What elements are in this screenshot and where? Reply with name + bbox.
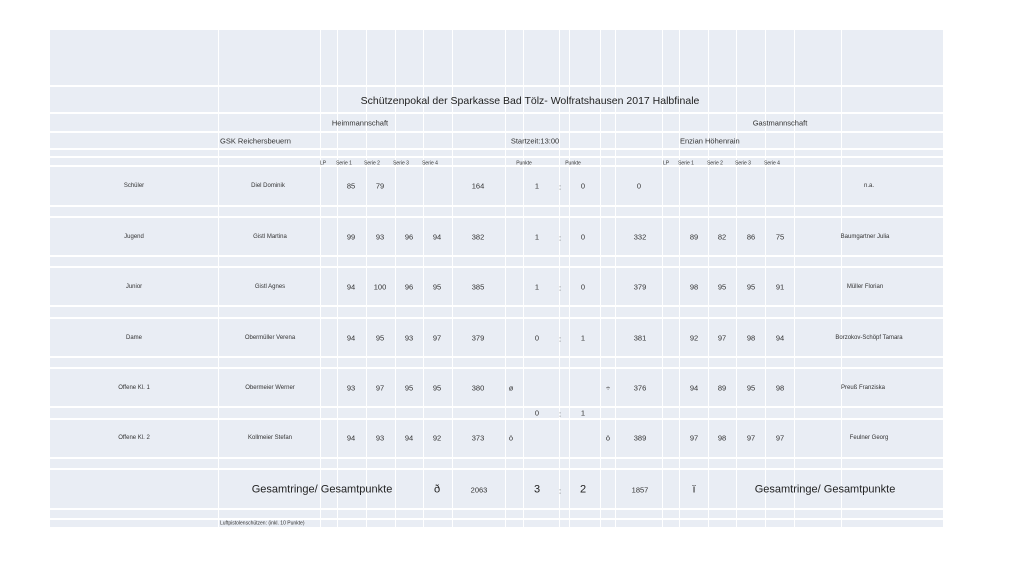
start-time: Startzeit:13:00 bbox=[510, 136, 560, 146]
points-colon: : bbox=[558, 486, 562, 496]
home-col-serie-2: Serie 2 bbox=[364, 160, 380, 167]
home-total: 380 bbox=[471, 383, 485, 393]
home-shooter: Kollmeier Stefan bbox=[247, 435, 293, 441]
guest-team-label: Gastmannschaft bbox=[752, 118, 808, 128]
guest-serie-1: 98 bbox=[689, 282, 699, 292]
home-total: 385 bbox=[471, 282, 485, 292]
symbol-glyph: ð bbox=[433, 483, 441, 496]
home-serie-4: 92 bbox=[432, 433, 442, 443]
home-serie-1: 99 bbox=[346, 232, 356, 242]
guest-shooter: n.a. bbox=[863, 183, 875, 189]
home-serie-3: 96 bbox=[404, 282, 414, 292]
points-left: 1 bbox=[534, 232, 540, 242]
symbol-glyph: ÷ bbox=[605, 383, 611, 393]
home-serie-3: 93 bbox=[404, 333, 414, 343]
guest-shooter: Preuß Franziska bbox=[840, 385, 886, 391]
home-shooter: Gistl Martina bbox=[253, 234, 287, 240]
home-serie-4: 97 bbox=[432, 333, 442, 343]
home-shooter: Obermüller Verena bbox=[244, 335, 296, 341]
guest-col-serie-3: Serie 3 bbox=[735, 160, 751, 167]
home-serie-1: 85 bbox=[346, 181, 356, 191]
guest-serie-2: 82 bbox=[717, 232, 727, 242]
home-serie-1: 94 bbox=[346, 282, 356, 292]
home-serie-1: 94 bbox=[346, 433, 356, 443]
home-col-serie-4: Serie 4 bbox=[422, 160, 438, 167]
home-team-name: GSK Reichersbeuern bbox=[220, 136, 291, 146]
guest-team-name: Enzian Höhenrain bbox=[680, 136, 740, 146]
guest-serie-4: 94 bbox=[775, 333, 785, 343]
guest-shooter: Borzokov-Schöpf Tamara bbox=[835, 335, 903, 341]
guest-serie-4: 97 bbox=[775, 433, 785, 443]
home-total: 382 bbox=[471, 232, 485, 242]
totals-label-left: Gesamtringe/ Gesamtpunkte bbox=[251, 483, 393, 496]
home-serie-3: 94 bbox=[404, 433, 414, 443]
guest-col-lp: LP bbox=[662, 160, 670, 167]
home-grand-total: 2063 bbox=[470, 485, 488, 495]
guest-total: 376 bbox=[633, 383, 647, 393]
row-class: Offene Kl. 1 bbox=[118, 385, 150, 391]
guest-total: 0 bbox=[636, 181, 642, 191]
home-col-serie-1: Serie 1 bbox=[336, 160, 352, 167]
symbol-glyph: ø bbox=[508, 383, 514, 393]
guest-total: 389 bbox=[633, 433, 647, 443]
guest-shooter: Baumgartner Julia bbox=[840, 234, 890, 240]
points-left: 1 bbox=[534, 282, 540, 292]
guest-total: 332 bbox=[633, 232, 647, 242]
points-left: 1 bbox=[534, 181, 540, 191]
points-right: 0 bbox=[580, 232, 586, 242]
guest-serie-3: 97 bbox=[746, 433, 756, 443]
home-col-lp: LP bbox=[319, 160, 327, 167]
guest-serie-3: 95 bbox=[746, 383, 756, 393]
totals-label-right: Gesamtringe/ Gesamtpunkte bbox=[754, 483, 896, 496]
points-colon: : bbox=[558, 283, 562, 293]
home-serie-2: 93 bbox=[375, 232, 385, 242]
shared-points-right: 1 bbox=[580, 408, 586, 418]
home-serie-4: 95 bbox=[432, 383, 442, 393]
guest-serie-4: 75 bbox=[775, 232, 785, 242]
guest-total: 379 bbox=[633, 282, 647, 292]
guest-total: 381 bbox=[633, 333, 647, 343]
home-serie-1: 93 bbox=[346, 383, 356, 393]
home-serie-3: 96 bbox=[404, 232, 414, 242]
guest-serie-1: 97 bbox=[689, 433, 699, 443]
home-serie-2: 95 bbox=[375, 333, 385, 343]
row-class: Jugend bbox=[124, 234, 144, 240]
symbol-glyph: ö bbox=[508, 433, 514, 443]
row-class: Dame bbox=[125, 335, 143, 341]
home-serie-4: 94 bbox=[432, 232, 442, 242]
points-header-left: Punkte bbox=[516, 160, 532, 167]
page-title: Schützenpokal der Sparkasse Bad Tölz- Wolfratshausen 2017 Halbfinale bbox=[360, 94, 700, 107]
points-colon: : bbox=[558, 334, 562, 344]
total-points-right: 2 bbox=[579, 483, 587, 496]
guest-serie-2: 97 bbox=[717, 333, 727, 343]
home-shooter: Gistl Agnes bbox=[254, 284, 286, 290]
guest-serie-2: 89 bbox=[717, 383, 727, 393]
points-right: 1 bbox=[580, 333, 586, 343]
symbol-glyph: ö bbox=[605, 433, 611, 443]
points-colon: : bbox=[558, 182, 562, 192]
home-serie-2: 93 bbox=[375, 433, 385, 443]
guest-grand-total: 1857 bbox=[631, 485, 649, 495]
home-serie-2: 79 bbox=[375, 181, 385, 191]
home-total: 373 bbox=[471, 433, 485, 443]
home-shooter: Diel Dominik bbox=[251, 183, 285, 189]
symbol-glyph: ï bbox=[692, 483, 696, 496]
points-header-right: Punkte bbox=[565, 160, 581, 167]
guest-shooter: Feulner Georg bbox=[849, 435, 889, 441]
guest-col-serie-4: Serie 4 bbox=[764, 160, 780, 167]
home-shooter: Obermeier Werner bbox=[245, 385, 295, 391]
guest-col-serie-1: Serie 1 bbox=[678, 160, 694, 167]
guest-serie-3: 86 bbox=[746, 232, 756, 242]
row-class: Schüler bbox=[123, 183, 145, 189]
home-col-serie-3: Serie 3 bbox=[393, 160, 409, 167]
points-colon: : bbox=[558, 409, 562, 419]
guest-serie-1: 89 bbox=[689, 232, 699, 242]
home-total: 164 bbox=[471, 181, 485, 191]
guest-serie-3: 95 bbox=[746, 282, 756, 292]
home-serie-2: 100 bbox=[373, 282, 387, 292]
guest-serie-4: 91 bbox=[775, 282, 785, 292]
points-right: 0 bbox=[580, 181, 586, 191]
points-left: 0 bbox=[534, 333, 540, 343]
guest-col-serie-2: Serie 2 bbox=[707, 160, 723, 167]
guest-serie-2: 95 bbox=[717, 282, 727, 292]
home-total: 379 bbox=[471, 333, 485, 343]
home-team-label: Heimmannschaft bbox=[331, 118, 389, 128]
home-serie-1: 94 bbox=[346, 333, 356, 343]
guest-serie-1: 94 bbox=[689, 383, 699, 393]
row-class: Offene Kl. 2 bbox=[118, 435, 150, 441]
points-colon: : bbox=[558, 233, 562, 243]
guest-serie-2: 98 bbox=[717, 433, 727, 443]
home-serie-3: 95 bbox=[404, 383, 414, 393]
guest-serie-4: 98 bbox=[775, 383, 785, 393]
points-right: 0 bbox=[580, 282, 586, 292]
guest-serie-3: 98 bbox=[746, 333, 756, 343]
footnote: Luftpistolenschützen: (inkl. 10 Punkte) bbox=[220, 520, 305, 527]
guest-shooter: Müller Florian bbox=[846, 284, 884, 290]
shared-points-left: 0 bbox=[534, 408, 540, 418]
home-serie-2: 97 bbox=[375, 383, 385, 393]
guest-serie-1: 92 bbox=[689, 333, 699, 343]
row-class: Junior bbox=[125, 284, 143, 290]
home-serie-4: 95 bbox=[432, 282, 442, 292]
total-points-left: 3 bbox=[533, 483, 541, 496]
